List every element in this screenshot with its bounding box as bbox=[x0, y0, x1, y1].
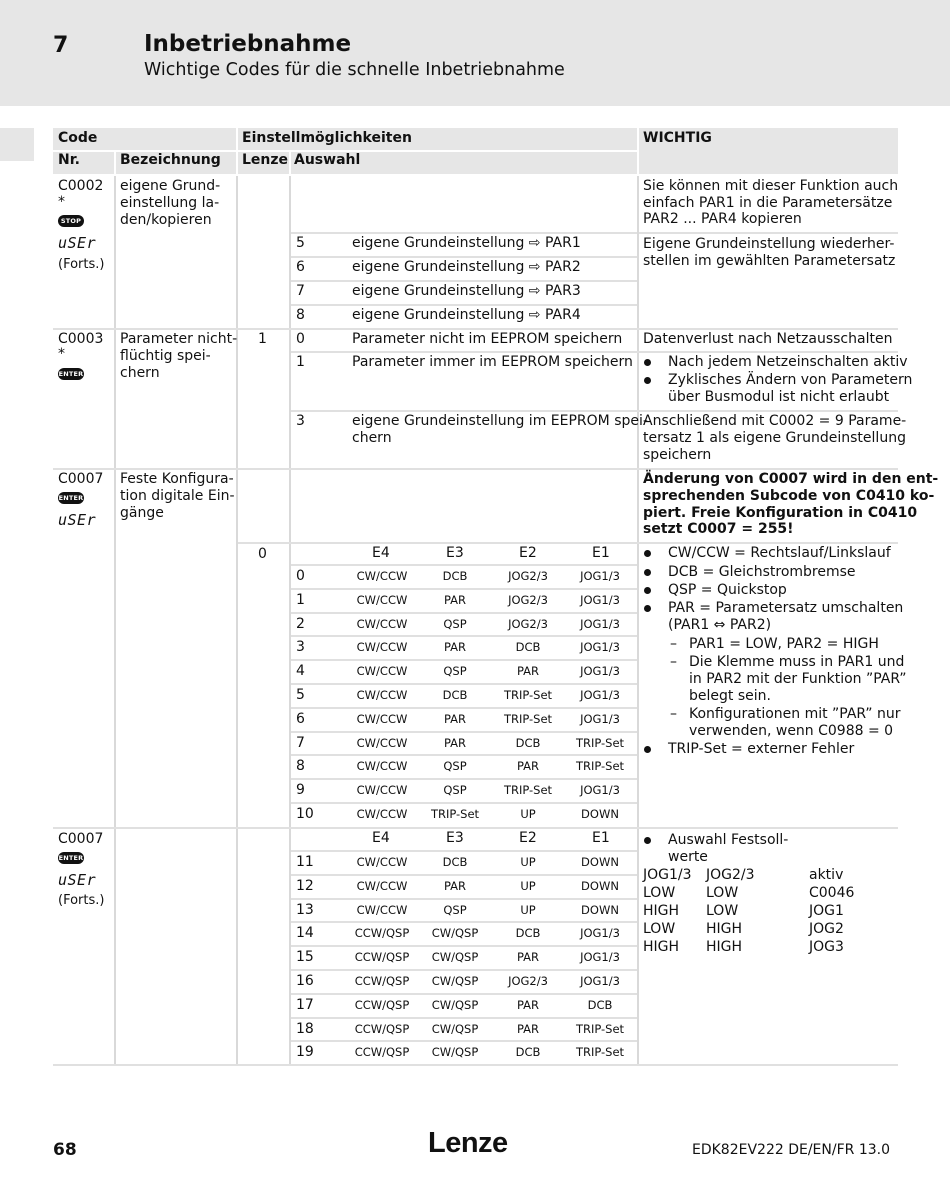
option-text: chern bbox=[352, 430, 392, 446]
mapping-cell: DCB bbox=[442, 569, 468, 583]
mapping-cell: PAR bbox=[443, 712, 467, 726]
mapping-cell: UP bbox=[520, 855, 536, 869]
col-header-auswahl: Auswahl bbox=[294, 152, 361, 168]
grid-hline bbox=[291, 802, 637, 804]
mapping-cell: UP bbox=[520, 879, 536, 893]
mapping-cell: DCB bbox=[587, 998, 613, 1012]
legend-line: QSP = Quickstop bbox=[668, 582, 787, 598]
mapping-cell: QSP bbox=[443, 903, 467, 917]
mapping-cell: CW/CCW bbox=[356, 759, 408, 773]
option-text: Parameter immer im EEPROM speichern bbox=[352, 354, 633, 370]
grid-hline bbox=[291, 898, 637, 900]
grid-hline bbox=[291, 993, 637, 995]
code-nr-c0007-forts: C0007 bbox=[58, 831, 104, 847]
col-header-nr: Nr. bbox=[58, 152, 80, 168]
stop-icon: STOP bbox=[58, 215, 84, 227]
note-line: einfach PAR1 in die Parametersätze bbox=[643, 195, 893, 211]
mapping-cell: DOWN bbox=[581, 855, 619, 869]
mapping-nr: 1 bbox=[296, 592, 305, 608]
mapping-nr: 7 bbox=[296, 735, 305, 751]
note-line: Sie können mit dieser Funktion auch bbox=[643, 178, 899, 194]
lenze-value: 0 bbox=[258, 546, 267, 562]
fest-cell: C0046 bbox=[809, 885, 855, 901]
bullet-icon bbox=[644, 605, 651, 612]
mapping-cell: QSP bbox=[443, 759, 467, 773]
grid-hline bbox=[53, 328, 898, 330]
bez-line: eigene Grund- bbox=[120, 178, 221, 194]
mapping-cell: JOG1/3 bbox=[580, 593, 620, 607]
header-band bbox=[0, 0, 950, 106]
mapping-nr: 17 bbox=[296, 997, 314, 1013]
chapter-number: 7 bbox=[53, 33, 69, 58]
legend-line: CW/CCW = Rechtslauf/Linkslauf bbox=[668, 545, 891, 561]
mapping-cell: JOG1/3 bbox=[580, 712, 620, 726]
mapping-cell: CW/CCW bbox=[356, 640, 408, 654]
warn-line: Änderung von C0007 wird in den ent- bbox=[643, 471, 939, 487]
mapping-nr: 14 bbox=[296, 925, 314, 941]
doc-id: EDK82EV222 DE/EN/FR 13.0 bbox=[692, 1142, 890, 1158]
legend-line: Konfigurationen mit ”PAR” nur bbox=[689, 706, 901, 722]
mapping-cell: JOG1/3 bbox=[580, 569, 620, 583]
mapping-nr: 10 bbox=[296, 806, 314, 822]
note-line: über Busmodul ist nicht erlaubt bbox=[668, 389, 890, 405]
mapping-cell: TRIP-Set bbox=[503, 783, 553, 797]
warn-line: sprechenden Subcode von C0410 ko- bbox=[643, 488, 935, 504]
bullet-icon bbox=[644, 587, 651, 594]
mapping-cell: JOG1/3 bbox=[580, 688, 620, 702]
bez-line: tion digitale Ein- bbox=[120, 488, 235, 504]
col-label-e4: E4 bbox=[372, 545, 390, 561]
mapping-cell: JOG1/3 bbox=[580, 926, 620, 940]
mapping-cell: DOWN bbox=[581, 903, 619, 917]
mapping-cell: JOG1/3 bbox=[580, 950, 620, 964]
fest-cell: LOW bbox=[643, 921, 676, 937]
col-label-e3: E3 bbox=[446, 545, 464, 561]
forts-label: (Forts.) bbox=[58, 893, 105, 908]
col-label-e1: E1 bbox=[592, 545, 610, 561]
note-line: Zyklisches Ändern von Parametern bbox=[668, 372, 913, 388]
lenze-logo: Lenze bbox=[428, 1127, 508, 1159]
mapping-cell: CW/CCW bbox=[356, 903, 408, 917]
mapping-cell: TRIP-Set bbox=[575, 1045, 625, 1059]
mapping-nr: 2 bbox=[296, 616, 305, 632]
note-line: tersatz 1 als eigene Grundeinstellung bbox=[643, 430, 906, 446]
mapping-cell: CW/CCW bbox=[356, 617, 408, 631]
mapping-cell: PAR bbox=[443, 640, 467, 654]
grid-vline bbox=[236, 176, 238, 1066]
fest-cell: JOG2 bbox=[809, 921, 844, 937]
mapping-nr: 0 bbox=[296, 568, 305, 584]
mapping-nr: 9 bbox=[296, 782, 305, 798]
user-menu-icon: uSEr bbox=[58, 511, 97, 529]
grid-hline bbox=[291, 351, 898, 353]
dash-marker: – bbox=[670, 654, 677, 670]
mapping-cell: JOG1/3 bbox=[580, 974, 620, 988]
grid-hline bbox=[291, 635, 637, 637]
grid-hline bbox=[291, 778, 637, 780]
enter-icon: ENTER bbox=[58, 854, 84, 862]
bullet-icon bbox=[644, 837, 651, 844]
bullet-icon bbox=[644, 359, 651, 366]
mapping-cell: DOWN bbox=[581, 879, 619, 893]
enter-icon: ENTER bbox=[58, 370, 84, 378]
note-line: PAR2 ... PAR4 kopieren bbox=[643, 211, 802, 227]
col-label-e4: E4 bbox=[372, 830, 390, 846]
option-nr: 6 bbox=[296, 259, 305, 275]
note-line: speichern bbox=[643, 447, 712, 463]
mapping-cell: JOG1/3 bbox=[580, 617, 620, 631]
page-number: 68 bbox=[53, 1140, 77, 1160]
bullet-icon bbox=[644, 569, 651, 576]
option-text: eigene Grundeinstellung ⇨ PAR4 bbox=[352, 307, 581, 323]
mapping-cell: JOG1/3 bbox=[580, 783, 620, 797]
fest-cell: HIGH bbox=[706, 939, 743, 955]
grid-vline bbox=[637, 176, 639, 1066]
grid-hline bbox=[291, 612, 637, 614]
fest-cell: LOW bbox=[706, 903, 739, 919]
mapping-cell: CW/CCW bbox=[356, 593, 408, 607]
option-nr: 0 bbox=[296, 331, 305, 347]
col-header-wichtig: WICHTIG bbox=[643, 130, 712, 146]
col-label-e3: E3 bbox=[446, 830, 464, 846]
mapping-nr: 4 bbox=[296, 663, 305, 679]
col-label-e1: E1 bbox=[592, 830, 610, 846]
note-line: stellen im gewählten Parametersatz bbox=[643, 253, 896, 269]
legend-line: DCB = Gleichstrombremse bbox=[668, 564, 856, 580]
grid-hline bbox=[291, 280, 637, 282]
mapping-cell: DCB bbox=[442, 688, 468, 702]
lenze-value: 1 bbox=[258, 331, 267, 347]
mapping-cell: JOG1/3 bbox=[580, 640, 620, 654]
mapping-cell: PAR bbox=[516, 759, 540, 773]
mapping-cell: DCB bbox=[515, 736, 541, 750]
mapping-cell: CCW/QSP bbox=[354, 998, 410, 1012]
user-menu-icon: uSEr bbox=[58, 234, 97, 252]
fest-col-label: JOG2/3 bbox=[706, 867, 755, 883]
grid-hline bbox=[291, 256, 637, 258]
col-header-lenze: Lenze bbox=[242, 152, 289, 168]
enter-icon: ENTER bbox=[58, 494, 84, 502]
grid-hline bbox=[291, 754, 637, 756]
option-text: eigene Grundeinstellung ⇨ PAR2 bbox=[352, 259, 581, 275]
mapping-cell: PAR bbox=[516, 998, 540, 1012]
mapping-cell: PAR bbox=[443, 593, 467, 607]
option-nr: 7 bbox=[296, 283, 305, 299]
grid-hline bbox=[238, 542, 898, 544]
mapping-cell: JOG2/3 bbox=[508, 974, 548, 988]
fest-cell: HIGH bbox=[706, 921, 743, 937]
bez-line: den/kopieren bbox=[120, 212, 212, 228]
mapping-cell: TRIP-Set bbox=[430, 807, 480, 821]
mapping-nr: 6 bbox=[296, 711, 305, 727]
fest-title: werte bbox=[668, 849, 708, 865]
mapping-nr: 13 bbox=[296, 902, 314, 918]
grid-hline bbox=[291, 410, 898, 412]
bez-line: gänge bbox=[120, 505, 164, 521]
mapping-cell: CCW/QSP bbox=[354, 926, 410, 940]
page-title: Inbetriebnahme bbox=[144, 31, 352, 57]
grid-vline bbox=[114, 176, 116, 1066]
mapping-cell: CW/CCW bbox=[356, 712, 408, 726]
option-nr: 5 bbox=[296, 235, 305, 251]
mapping-nr: 3 bbox=[296, 639, 305, 655]
mapping-cell: JOG2/3 bbox=[508, 569, 548, 583]
mapping-nr: 5 bbox=[296, 687, 305, 703]
legend-line: Die Klemme muss in PAR1 und bbox=[689, 654, 905, 670]
mapping-nr: 12 bbox=[296, 878, 314, 894]
fest-cell: LOW bbox=[643, 885, 676, 901]
mapping-cell: PAR bbox=[516, 1022, 540, 1036]
grid-hline bbox=[291, 659, 637, 661]
grid-hline bbox=[291, 683, 637, 685]
grid-hline bbox=[291, 588, 637, 590]
mapping-cell: CCW/QSP bbox=[354, 1045, 410, 1059]
grid-hline bbox=[291, 1040, 637, 1042]
grid-hline bbox=[291, 921, 637, 923]
col-header-code: Code bbox=[58, 130, 98, 146]
grid-hline bbox=[291, 707, 637, 709]
option-text: eigene Grundeinstellung ⇨ PAR3 bbox=[352, 283, 581, 299]
bullet-icon bbox=[644, 746, 651, 753]
forts-label: (Forts.) bbox=[58, 257, 105, 272]
code-nr-c0007: C0007 bbox=[58, 471, 104, 487]
mapping-cell: CW/QSP bbox=[431, 1022, 479, 1036]
chapter-tab bbox=[0, 128, 34, 161]
note-line: Eigene Grundeinstellung wiederher- bbox=[643, 236, 895, 252]
mapping-cell: PAR bbox=[516, 664, 540, 678]
grid-hline bbox=[291, 850, 637, 852]
mapping-nr: 19 bbox=[296, 1044, 314, 1060]
mapping-nr: 16 bbox=[296, 973, 314, 989]
option-nr: 3 bbox=[296, 413, 305, 429]
mapping-cell: DCB bbox=[515, 640, 541, 654]
mapping-cell: JOG2/3 bbox=[508, 593, 548, 607]
mapping-cell: CW/CCW bbox=[356, 855, 408, 869]
code-nr-c0002: C0002 bbox=[58, 178, 104, 194]
col-header-einstell: Einstellmöglichkeiten bbox=[242, 130, 412, 146]
mapping-cell: CW/QSP bbox=[431, 998, 479, 1012]
mapping-cell: DCB bbox=[515, 1045, 541, 1059]
mapping-nr: 18 bbox=[296, 1021, 314, 1037]
note-line: Nach jedem Netzeinschalten aktiv bbox=[668, 354, 908, 370]
grid-hline bbox=[291, 945, 637, 947]
mapping-cell: JOG2/3 bbox=[508, 617, 548, 631]
mapping-cell: QSP bbox=[443, 664, 467, 678]
grid-hline bbox=[291, 304, 637, 306]
mapping-cell: TRIP-Set bbox=[503, 712, 553, 726]
col-label-e2: E2 bbox=[519, 830, 537, 846]
bez-line: einstellung la- bbox=[120, 195, 220, 211]
mapping-cell: CCW/QSP bbox=[354, 1022, 410, 1036]
mapping-cell: CW/CCW bbox=[356, 736, 408, 750]
grid-hline bbox=[291, 1017, 637, 1019]
mapping-cell: TRIP-Set bbox=[575, 759, 625, 773]
mapping-cell: CW/CCW bbox=[356, 664, 408, 678]
code-nr-c0003: C0003 bbox=[58, 331, 104, 347]
mapping-cell: CW/QSP bbox=[431, 926, 479, 940]
bez-line: Feste Konfigura- bbox=[120, 471, 234, 487]
mapping-nr: 15 bbox=[296, 949, 314, 965]
mapping-cell: CCW/QSP bbox=[354, 950, 410, 964]
fest-title: Auswahl Festsoll- bbox=[668, 832, 789, 848]
dash-marker: – bbox=[670, 706, 677, 722]
grid-hline bbox=[291, 731, 637, 733]
user-menu-icon: uSEr bbox=[58, 871, 97, 889]
bullet-icon bbox=[644, 550, 651, 557]
mapping-cell: QSP bbox=[443, 783, 467, 797]
warn-line: setzt C0007 = 255! bbox=[643, 521, 794, 537]
fest-cell: JOG3 bbox=[809, 939, 844, 955]
fest-cell: HIGH bbox=[643, 903, 680, 919]
grid-hline bbox=[53, 468, 898, 470]
mapping-cell: CW/CCW bbox=[356, 569, 408, 583]
mapping-cell: DCB bbox=[442, 855, 468, 869]
option-nr: 1 bbox=[296, 354, 305, 370]
bullet-icon bbox=[644, 377, 651, 384]
option-nr: 8 bbox=[296, 307, 305, 323]
dash-marker: – bbox=[670, 636, 677, 652]
grid-hline bbox=[291, 874, 637, 876]
grid-hline bbox=[639, 232, 898, 234]
col-label-e2: E2 bbox=[519, 545, 537, 561]
mapping-cell: QSP bbox=[443, 617, 467, 631]
bez-line: Parameter nicht- bbox=[120, 331, 238, 347]
mapping-cell: CW/CCW bbox=[356, 783, 408, 797]
mapping-cell: UP bbox=[520, 903, 536, 917]
mapping-cell: CW/CCW bbox=[356, 807, 408, 821]
page-subtitle: Wichtige Codes für die schnelle Inbetriebnahme bbox=[144, 60, 565, 80]
legend-line: belegt sein. bbox=[689, 688, 771, 704]
mapping-cell: UP bbox=[520, 807, 536, 821]
mapping-cell: JOG1/3 bbox=[580, 664, 620, 678]
legend-line: TRIP-Set = externer Fehler bbox=[668, 741, 855, 757]
mapping-cell: TRIP-Set bbox=[575, 736, 625, 750]
grid-hline bbox=[291, 969, 637, 971]
legend-line: PAR1 = LOW, PAR2 = HIGH bbox=[689, 636, 879, 652]
bez-line: flüchtig spei- bbox=[120, 348, 211, 364]
option-text: Parameter nicht im EEPROM speichern bbox=[352, 331, 623, 347]
mapping-nr: 8 bbox=[296, 758, 305, 774]
mapping-cell: PAR bbox=[443, 736, 467, 750]
option-text: eigene Grundeinstellung im EEPROM spei- bbox=[352, 413, 648, 429]
legend-line: in PAR2 mit der Funktion ”PAR” bbox=[689, 671, 907, 687]
legend-line: verwenden, wenn C0988 = 0 bbox=[689, 723, 894, 739]
fest-cell: JOG1 bbox=[809, 903, 844, 919]
legend-line: PAR = Parametersatz umschalten bbox=[668, 600, 904, 616]
fest-col-label: JOG1/3 bbox=[643, 867, 692, 883]
grid-vline bbox=[289, 176, 291, 1066]
code-star: * bbox=[58, 346, 65, 362]
note-line: Anschließend mit C0002 = 9 Parame- bbox=[643, 413, 907, 429]
grid-hline bbox=[53, 1064, 898, 1066]
mapping-cell: DCB bbox=[515, 926, 541, 940]
mapping-cell: DOWN bbox=[581, 807, 619, 821]
code-star: * bbox=[58, 194, 65, 210]
grid-hline bbox=[291, 232, 637, 234]
warn-line: piert. Freie Konfiguration in C0410 bbox=[643, 505, 918, 521]
col-header-bez: Bezeichnung bbox=[120, 152, 221, 168]
mapping-cell: CW/CCW bbox=[356, 688, 408, 702]
mapping-cell: TRIP-Set bbox=[503, 688, 553, 702]
mapping-cell: PAR bbox=[516, 950, 540, 964]
option-text: eigene Grundeinstellung ⇨ PAR1 bbox=[352, 235, 581, 251]
grid-hline bbox=[53, 827, 898, 829]
mapping-cell: CW/QSP bbox=[431, 974, 479, 988]
fest-cell: HIGH bbox=[643, 939, 680, 955]
grid-hline bbox=[291, 564, 637, 566]
legend-line: (PAR1 ⇔ PAR2) bbox=[668, 617, 772, 633]
mapping-cell: TRIP-Set bbox=[575, 1022, 625, 1036]
bez-line: chern bbox=[120, 365, 160, 381]
fest-col-label: aktiv bbox=[809, 867, 844, 883]
mapping-cell: CCW/QSP bbox=[354, 974, 410, 988]
fest-cell: LOW bbox=[706, 885, 739, 901]
mapping-nr: 11 bbox=[296, 854, 314, 870]
mapping-cell: CW/QSP bbox=[431, 1045, 479, 1059]
mapping-cell: PAR bbox=[443, 879, 467, 893]
mapping-cell: CW/QSP bbox=[431, 950, 479, 964]
mapping-cell: CW/CCW bbox=[356, 879, 408, 893]
note-line: Datenverlust nach Netzausschalten bbox=[643, 331, 893, 347]
